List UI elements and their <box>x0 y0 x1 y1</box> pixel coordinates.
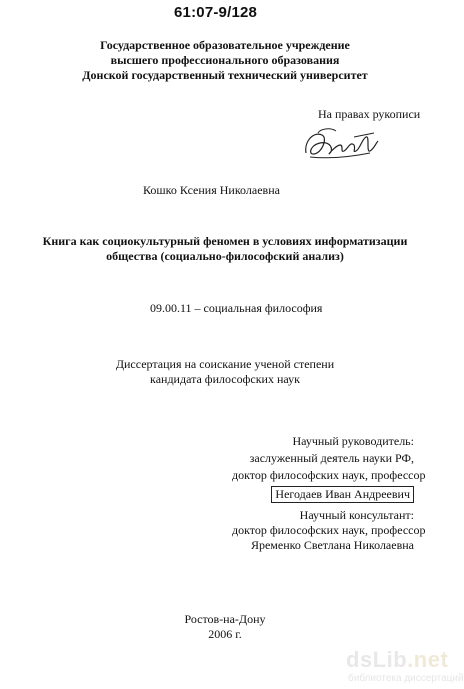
institution-block <box>0 38 450 83</box>
dissertation-title <box>20 234 430 264</box>
supervisor-title: заслуженный деятель науки РФ, <box>249 451 414 465</box>
watermark-wordmark <box>346 647 448 673</box>
institution-line: высшего профессионального образования <box>110 53 340 67</box>
author-name: Кошко Ксения Николаевна <box>143 183 280 197</box>
supervisor-degree: доктор философских наук, профессор <box>232 468 426 482</box>
institution-line: Донской государственный технический университет <box>82 68 368 82</box>
watermark-main: dsLib <box>346 647 408 672</box>
catalog-code: 61:07-9/128 <box>174 4 258 21</box>
degree-statement <box>0 357 450 387</box>
place-and-year <box>0 612 450 642</box>
degree-line: кандидата философских наук <box>150 372 300 386</box>
year: 2006 г. <box>208 627 242 641</box>
institution-line: Государственное образовательное учреждение <box>100 38 350 52</box>
title-line: Книга как социокультурный феномен в условиях информатизации <box>42 234 408 248</box>
city: Ростов-на-Дону <box>184 612 266 626</box>
handwritten-signature <box>300 123 382 163</box>
watermark-tld: .net <box>407 647 449 672</box>
title-line: общества (социально-философский анализ) <box>106 249 344 263</box>
watermark-tagline: библиотека диссертаций <box>348 673 464 684</box>
rights-note: На правах рукописи <box>318 107 421 121</box>
specialty: 09.00.11 – социальная философия <box>150 301 323 315</box>
consultant-degree: доктор философских наук, профессор <box>232 523 426 537</box>
supervisor-label: Научный руководитель: <box>292 434 414 448</box>
consultant-block <box>232 508 426 553</box>
supervisor-name: Негодаев Иван Андреевич <box>271 486 414 503</box>
consultant-name: Яременко Светлана Николаевна <box>250 538 414 552</box>
supervisor-block <box>232 433 426 503</box>
consultant-label: Научный консультант: <box>299 508 414 522</box>
degree-line: Диссертация на соискание ученой степени <box>115 357 335 371</box>
watermark-logo <box>346 647 464 685</box>
